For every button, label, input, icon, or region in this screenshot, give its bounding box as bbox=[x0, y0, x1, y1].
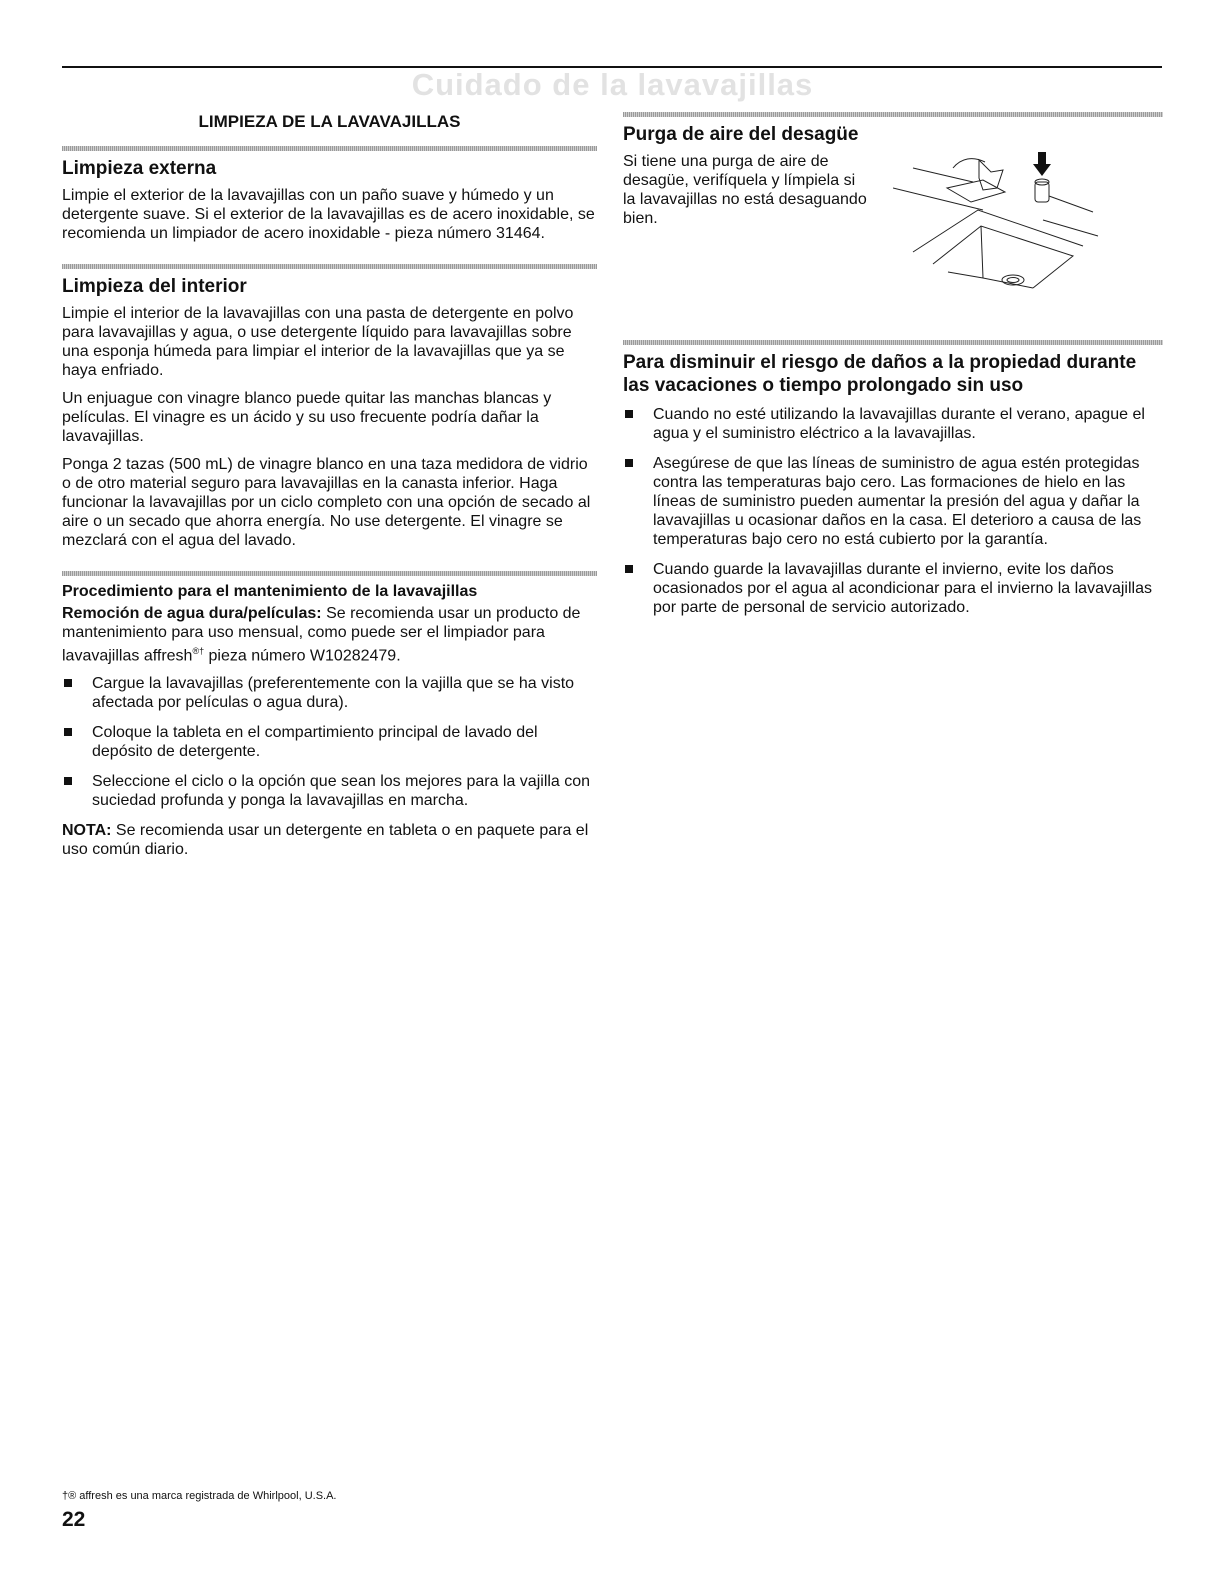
page-number: 22 bbox=[62, 1508, 86, 1531]
text-interior-1: Limpie el interior de la lavavajillas con una pasta de detergente en polvo para lavavajillas y agua, o use detergente líquido para lavavajillas sobre una esponja húmeda para limpiar el interior de la lavavajillas que ya se haya enfriado. bbox=[62, 305, 574, 379]
trademark-mark: ®† bbox=[192, 646, 205, 656]
remocion-text-2: pieza número W10282479. bbox=[204, 647, 401, 665]
remocion-text: Se recomienda usar un producto de mantenimiento para uso mensual, como puede ser el limpiador para lavavajillas affresh bbox=[62, 605, 581, 665]
list-item: Cuando guarde la lavavajillas durante el invierno, evite los daños ocasionados por el agua al acondicionar para el invierno la lavavajillas por parte de personal de servicio autorizado. bbox=[623, 560, 1163, 617]
sink-air-gap-illustration bbox=[893, 148, 1108, 298]
heading-limpieza-externa: Limpieza externa bbox=[62, 158, 217, 179]
list-item: Asegúrese de que las líneas de suministro de agua estén protegidas contra las temperaturas bajo cero. Las formaciones de hielo en las líneas de suministro pueden aumentar la presión del agua y dañar la lavavajillas u ocasionar daños en la casa. El deterioro a causa de las temperaturas bajo cero no está cubierto por la garantía. bbox=[623, 454, 1163, 549]
list-item: Cargue la lavavajillas (preferentemente con la vajilla que se ha visto afectada por películas o agua dura). bbox=[62, 674, 597, 712]
right-column bbox=[623, 108, 1163, 628]
section-rule bbox=[62, 146, 597, 151]
section-rule bbox=[623, 340, 1163, 345]
remocion-lead: Remoción de agua dura/películas: bbox=[62, 605, 322, 622]
list-item: Cuando no esté utilizando la lavavajillas durante el verano, apague el agua y el suministro eléctrico a la lavavajillas. bbox=[623, 405, 1163, 443]
section-rule bbox=[62, 571, 597, 576]
heading-purga: Purga de aire del desagüe bbox=[623, 124, 859, 145]
text-interior-2: Un enjuague con vinagre blanco puede quitar las manchas blancas y películas. El vinagre es un ácido y su uso frecuente podría dañar la lavavajillas. bbox=[62, 390, 552, 445]
heading-procedimiento: Procedimiento para el mantenimiento de la lavavajillas bbox=[62, 583, 478, 600]
footnote: †® affresh es una marca registrada de Whirlpool, U.S.A. bbox=[62, 1490, 337, 1502]
section-rule bbox=[623, 112, 1163, 117]
section-rule bbox=[62, 264, 597, 269]
nota-lead: NOTA: bbox=[62, 822, 112, 840]
heading-limpieza-interior: Limpieza del interior bbox=[62, 276, 247, 297]
procedimiento-list bbox=[62, 674, 597, 810]
list-item: Seleccione el ciclo o la opción que sean los mejores para la vajilla con suciedad profunda y ponga la lavavajillas en marcha. bbox=[62, 772, 597, 810]
text-remocion bbox=[62, 604, 597, 665]
nota-text: Se recomienda usar un detergente en tableta o en paquete para el uso común diario. bbox=[62, 822, 589, 859]
list-item: Coloque la tableta en el compartimiento principal de lavado del depósito de detergente. bbox=[62, 723, 597, 761]
purga-block bbox=[623, 152, 1163, 328]
text-limpieza-externa: Limpie el exterior de la lavavajillas con un paño suave y húmedo y un detergente suave. Si el exterior de la lavavajillas es de acero inoxidable, se recomienda un limpiador de acero inoxidable - pieza número 31464. bbox=[62, 187, 595, 242]
text-purga: Si tiene una purga de aire de desagüe, verifíquela y límpiela si la lavavajillas no está desaguando bien. bbox=[623, 153, 867, 227]
heading-riesgo: Para disminuir el riesgo de daños a la propiedad durante las vacaciones o tiempo prolongado sin uso bbox=[623, 352, 1137, 396]
riesgo-list bbox=[623, 405, 1163, 617]
down-arrow-icon bbox=[1033, 152, 1051, 176]
nota bbox=[62, 821, 597, 859]
section-heading-limpieza: LIMPIEZA DE LA LAVAVAJILLAS bbox=[198, 112, 461, 131]
text-interior-3: Ponga 2 tazas (500 mL) de vinagre blanco en una taza medidora de vidrio o de otro material seguro para lavavajillas en la canasta inferior. Haga funcionar la lavavajillas por un ciclo completo con una opción de secado al aire o un secado que ahorra energía. No use detergente. El vinagre se mezclará con el agua del lavado. bbox=[62, 456, 591, 549]
page-title: Cuidado de la lavavajillas bbox=[411, 67, 814, 102]
left-column bbox=[62, 108, 597, 868]
